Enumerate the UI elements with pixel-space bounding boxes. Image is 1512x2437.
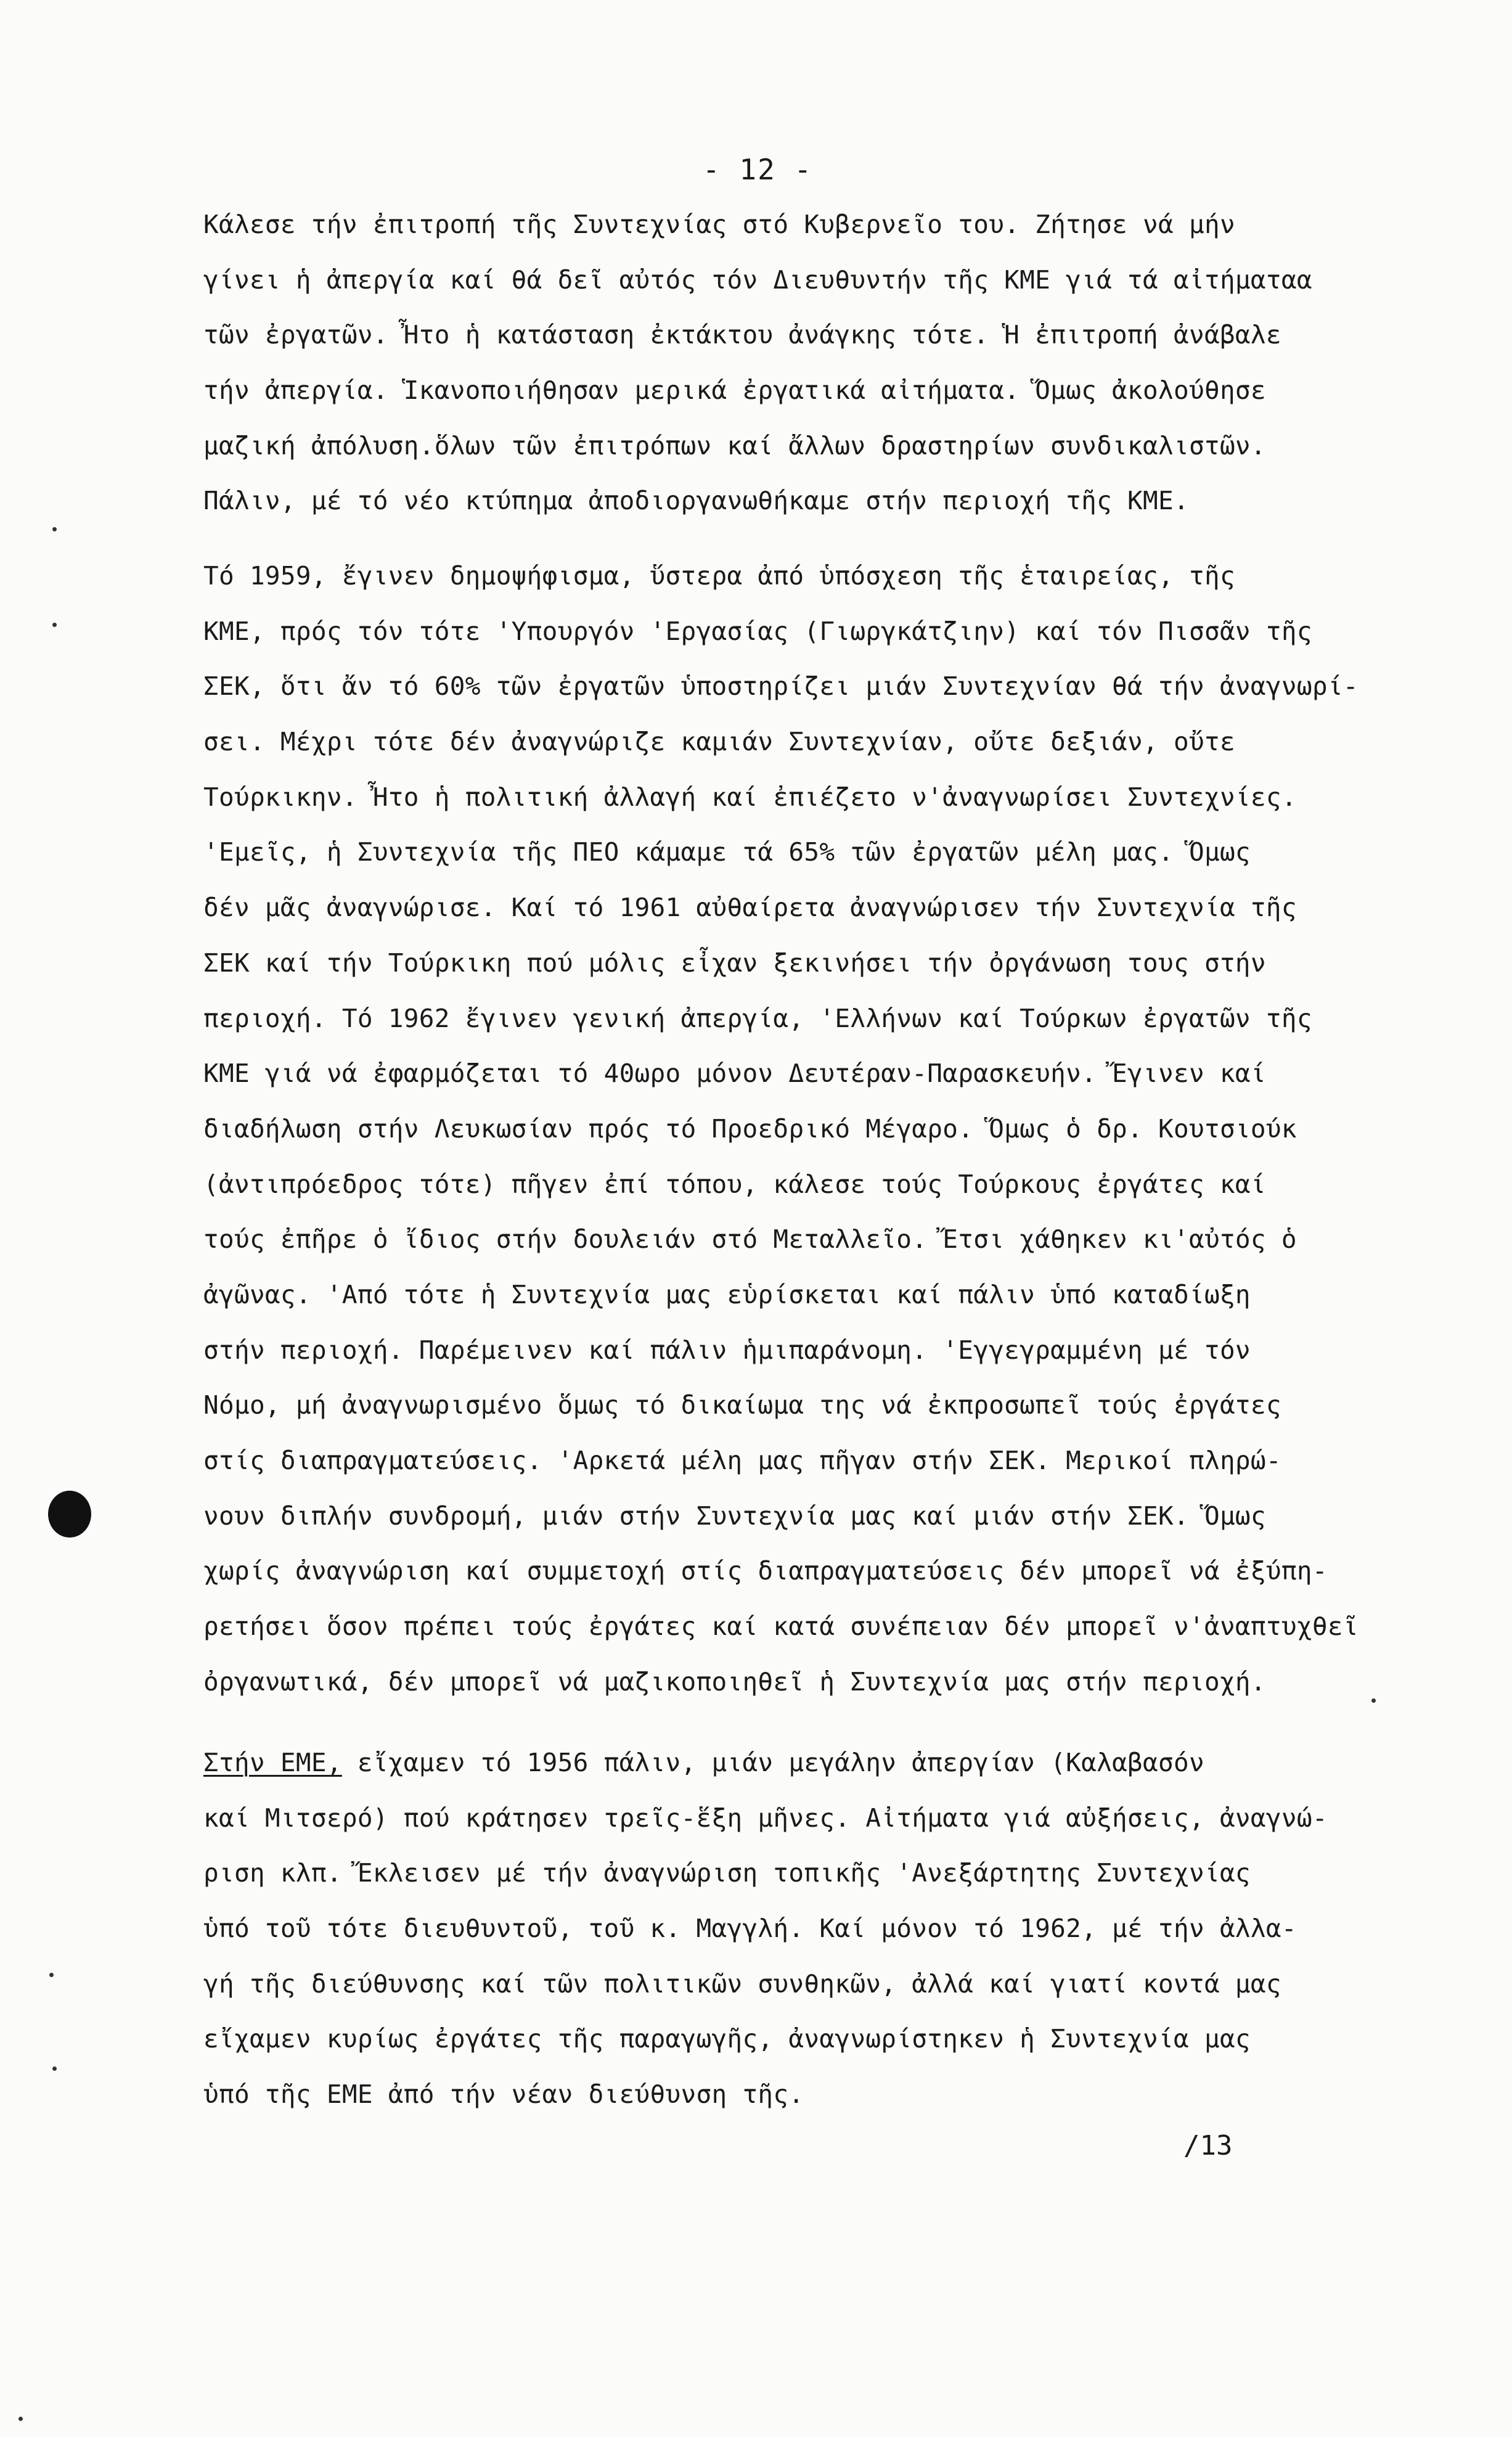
text-line: ριση κλπ. Ἔκλεισεν μέ τήν ἀναγνώριση τοπικῆς 'Ανεξάρτητης Συντεχνίας: [203, 1858, 1251, 1888]
text-line: Τούρκικην. Ἦτο ἡ πολιτική ἀλλαγή καί ἐπιέζετο ν'ἀναγνωρίσει Συντεχνίες.: [203, 782, 1297, 812]
text-line: ἀγῶνας. 'Από τότε ἡ Συντεχνία μας εὑρίσκεται καί πάλιν ὑπό καταδίωξη: [203, 1279, 1251, 1309]
text-line: ΚΜΕ γιά νά ἐφαρμόζεται τό 40ωρο μόνον Δευτέραν-Παρασκευήν. Ἔγινεν καί: [203, 1059, 1266, 1089]
text-line: [203, 1735, 1362, 1791]
text-line: μαζική ἀπόλυση.ὅλων τῶν ἐπιτρόπων καί ἄλλων δραστηρίων συνδικαλιστῶν.: [203, 430, 1266, 461]
text-line: Κάλεσε τήν ἐπιτροπή τῆς Συντεχνίας στό Κυβερνεῖο του. Ζήτησε νά μήν: [203, 210, 1235, 239]
text-line: ὑπό τῆς ΕΜΕ ἀπό τήν νέαν διεύθυνση τῆς.: [203, 2079, 804, 2110]
text-line: καί Μιτσερό) πού κράτησεν τρεῖς-ἕξη μῆνες. Αἰτήματα γιά αὐξήσεις, ἀναγνώ-: [203, 1803, 1328, 1833]
text-line: στίς διαπραγματεύσεις. 'Αρκετά μέλη μας πῆγαν στήν ΣΕΚ. Μερικοί πληρώ-: [203, 1446, 1281, 1475]
page-number: - 12 -: [703, 153, 813, 186]
text-line: γίνει ἡ ἀπεργία καί θά δεῖ αὐτός τόν Διευθυντήν τῆς ΚΜΕ γιά τά αἰτήματαα: [203, 264, 1312, 295]
paragraph-1: [203, 197, 1362, 529]
text-line: δέν μᾶς ἀναγνώρισε. Καί τό 1961 αὐθαίρετα ἀναγνώρισεν τήν Συντεχνία τῆς: [203, 893, 1297, 923]
text-line: εἴχαμεν κυρίως ἐργάτες τῆς παραγωγῆς, ἀναγνωρίστηκεν ἡ Συντεχνία μας: [203, 2024, 1251, 2054]
text-line: σει. Μέχρι τότε δέν ἀναγνώριζε καμιάν Συντεχνίαν, οὔτε δεξιάν, οὔτε: [203, 727, 1235, 757]
text-line: τούς ἐπῆρε ὁ ἴδιος στήν δουλειάν στό Μεταλλεῖο. Ἔτσι χάθηκεν κι'αὐτός ὁ: [203, 1224, 1297, 1255]
text-line: περιοχή. Τό 1962 ἔγινεν γενική ἀπεργία, 'Ελλήνων καί Τούρκων ἐργατῶν τῆς: [203, 1003, 1312, 1033]
heading-line-rest: εἴχαμεν τό 1956 πάλιν, μιάν μεγάλην ἀπεργίαν (Καλαβασόν: [341, 1748, 1204, 1777]
text-line: διαδήλωση στήν Λευκωσίαν πρός τό Προεδρικό Μέγαρο. Ὅμως ὁ δρ. Κουτσιούκ: [203, 1113, 1297, 1144]
punch-hole: [48, 1491, 91, 1538]
text-line: Τό 1959, ἔγινεν δημοψήφισμα, ὕστερα ἀπό ὑπόσχεση τῆς ἑταιρείας, τῆς: [203, 561, 1235, 591]
text-line: τήν ἀπεργία. Ἱκανοποιήθησαν μερικά ἐργατικά αἰτήματα. Ὅμως ἀκολούθησε: [203, 375, 1266, 406]
text-line: γή τῆς διεύθυνσης καί τῶν πολιτικῶν συνθηκῶν, ἀλλά καί γιατί κοντά μας: [203, 1968, 1281, 1999]
text-line: τῶν ἐργατῶν. Ἦτο ἡ κατάσταση ἐκτάκτου ἀνάγκης τότε. Ἡ ἐπιτροπή ἀνάβαλε: [203, 320, 1281, 350]
text-line: ΣΕΚ καί τήν Τούρκικη πού μόλις εἶχαν ξεκινήσει τήν ὀργάνωση τους στήν: [203, 948, 1266, 978]
scan-speck: [52, 2066, 57, 2071]
paragraph-3: [203, 1735, 1362, 2123]
scan-speck: [49, 1973, 54, 1977]
text-line: ὀργανωτικά, δέν μπορεῖ νά μαζικοποιηθεῖ ἡ Συντεχνία μας στήν περιοχή.: [203, 1666, 1266, 1697]
scan-speck: [52, 623, 57, 627]
text-line: ρετήσει ὅσον πρέπει τούς ἐργάτες καί κατά συνέπειαν δέν μπορεῖ ν'ἀναπτυχθεῖ: [203, 1612, 1359, 1642]
text-line: ὑπό τοῦ τότε διευθυντοῦ, τοῦ κ. Μαγγλή. Καί μόνον τό 1962, μέ τήν ἀλλα-: [203, 1914, 1297, 1944]
scan-speck: [52, 527, 57, 531]
text-line: Πάλιν, μέ τό νέο κτύπημα ἀποδιοργανωθήκαμε στήν περιοχή τῆς ΚΜΕ.: [203, 486, 1189, 516]
section-heading: Στήν ΕΜΕ,: [203, 1748, 342, 1777]
scan-speck: [1371, 1698, 1376, 1703]
continuation-marker: /13: [1183, 2130, 1233, 2161]
text-line: 'Εμεῖς, ἡ Συντεχνία τῆς ΠΕΟ κάμαμε τά 65% τῶν ἐργατῶν μέλη μας. Ὅμως: [203, 837, 1251, 867]
text-line: νουν διπλήν συνδρομή, μιάν στήν Συντεχνία μας καί μιάν στήν ΣΕΚ. Ὅμως: [203, 1501, 1266, 1531]
scan-speck: [18, 2417, 23, 2421]
text-line: Νόμο, μή ἀναγνωρισμένο ὅμως τό δικαίωμα της νά ἐκπροσωπεῖ τούς ἐργάτες: [203, 1390, 1281, 1420]
text-line: ΣΕΚ, ὅτι ἄν τό 60% τῶν ἐργατῶν ὑποστηρίζει μιάν Συντεχνίαν θά τήν ἀναγνωρί-: [203, 671, 1359, 702]
paragraph-2: [203, 549, 1362, 1710]
text-line: ΚΜΕ, πρός τόν τότε 'Υπουργόν 'Εργασίας (Γιωργκάτζιην) καί τόν Πισσᾶν τῆς: [203, 616, 1312, 646]
text-line: στήν περιοχή. Παρέμεινεν καί πάλιν ἡμιπαράνομη. 'Εγγεγραμμένη μέ τόν: [203, 1335, 1251, 1365]
text-line: (ἀντιπρόεδρος τότε) πῆγεν ἐπί τόπου, κάλεσε τούς Τούρκους ἐργάτες καί: [203, 1169, 1266, 1199]
text-line: χωρίς ἀναγνώριση καί συμμετοχή στίς διαπραγματεύσεις δέν μπορεῖ νά ἐξύπη-: [203, 1556, 1328, 1586]
